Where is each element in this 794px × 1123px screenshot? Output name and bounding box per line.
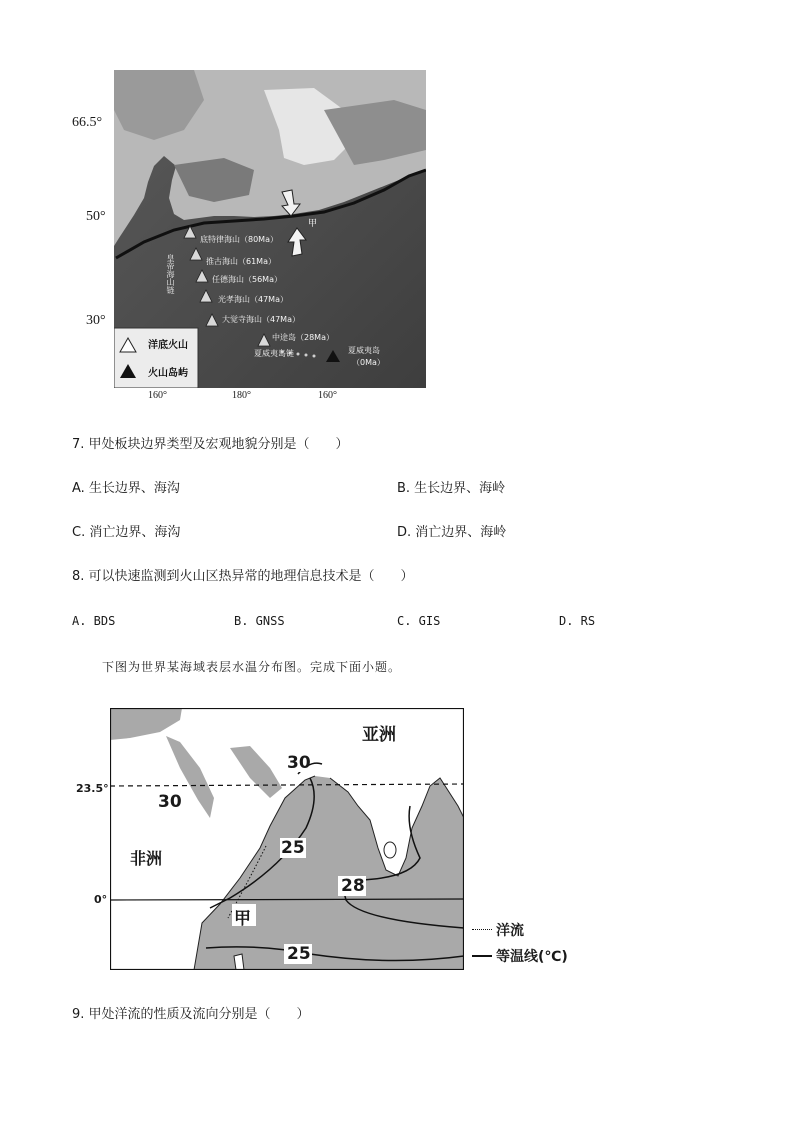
legend-seamount-label: 洋底火山: [148, 340, 188, 351]
lon-label-180: 180°: [232, 390, 251, 401]
q8-option-c[interactable]: C. GIS: [397, 614, 441, 628]
lat-label-66: 66.5°: [72, 115, 103, 130]
africa-label: 非洲: [130, 849, 163, 868]
legend-isotherm-swatch: [472, 955, 492, 957]
lat-tropic-label: 23.5°: [76, 782, 109, 795]
q7-option-a[interactable]: A. 生长边界、海沟: [72, 481, 180, 496]
q7-option-b[interactable]: B. 生长边界、海岭: [397, 481, 506, 496]
chain-label: 皇帝海山链: [166, 254, 175, 294]
indian-ocean-figure: [0, 700, 794, 980]
isotherm-label-25-south: 25: [287, 944, 311, 964]
q7-option-d[interactable]: D. 消亡边界、海岭: [397, 525, 507, 540]
seamount-label-6: 中途岛（28Ma）: [272, 333, 334, 342]
marker-jia-2: 甲: [234, 909, 251, 929]
lat-label-30: 30°: [86, 313, 106, 328]
seamount-label-1: 底特律海山（80Ma）: [200, 235, 278, 244]
isotherm-label-25-mid: 25: [281, 838, 305, 858]
lat-equator-label: 0°: [94, 893, 108, 906]
map2-intro: 下图为世界某海域表层水温分布图。完成下面小题。: [102, 660, 402, 674]
seamount-label-4: 光孝海山（47Ma）: [218, 295, 288, 304]
marker-jia-1: 甲: [308, 219, 318, 229]
isotherm-label-30-north: 30: [287, 753, 311, 773]
asia-label: 亚洲: [362, 725, 396, 745]
legend-current-label: 洋流: [496, 923, 524, 939]
q8-option-a[interactable]: A. BDS: [72, 614, 116, 628]
pacific-map-figure: [0, 0, 794, 410]
lat-label-50: 50°: [86, 209, 106, 224]
question-7: 7. 甲处板块边界类型及宏观地貌分别是（ ）: [72, 437, 349, 452]
seamount-label-3: 任德海山（56Ma）: [212, 275, 282, 284]
hawaii-age-label: （0Ma）: [352, 358, 385, 367]
isotherm-label-28: 28: [341, 876, 365, 896]
tropic-line: [110, 784, 464, 786]
seamount-label-5: 大觉寺海山（47Ma）: [222, 315, 300, 324]
question-9: 9. 甲处洋流的性质及流向分别是（ ）: [72, 1007, 310, 1022]
legend-current-swatch: [472, 929, 492, 930]
q7-option-c[interactable]: C. 消亡边界、海沟: [72, 525, 181, 540]
isotherm-label-30-west: 30: [158, 792, 182, 812]
ocean-area: [194, 776, 464, 970]
legend-isotherm-label: 等温线(℃): [496, 949, 568, 965]
question-8: 8. 可以快速监测到火山区热异常的地理信息技术是（ ）: [72, 569, 414, 584]
hawaii-island-label: 夏威夷岛: [348, 346, 380, 355]
lon-label-160e: 160°: [318, 390, 337, 401]
lon-label-160w: 160°: [148, 390, 167, 401]
hawaii-chain-label: 夏威夷岛链: [254, 349, 294, 358]
seamount-label-2: 推古海山（61Ma）: [206, 257, 276, 266]
q8-option-b[interactable]: B. GNSS: [234, 614, 285, 628]
legend-volcano-label: 火山岛屿: [148, 368, 188, 379]
q8-option-d[interactable]: D. RS: [559, 614, 596, 628]
